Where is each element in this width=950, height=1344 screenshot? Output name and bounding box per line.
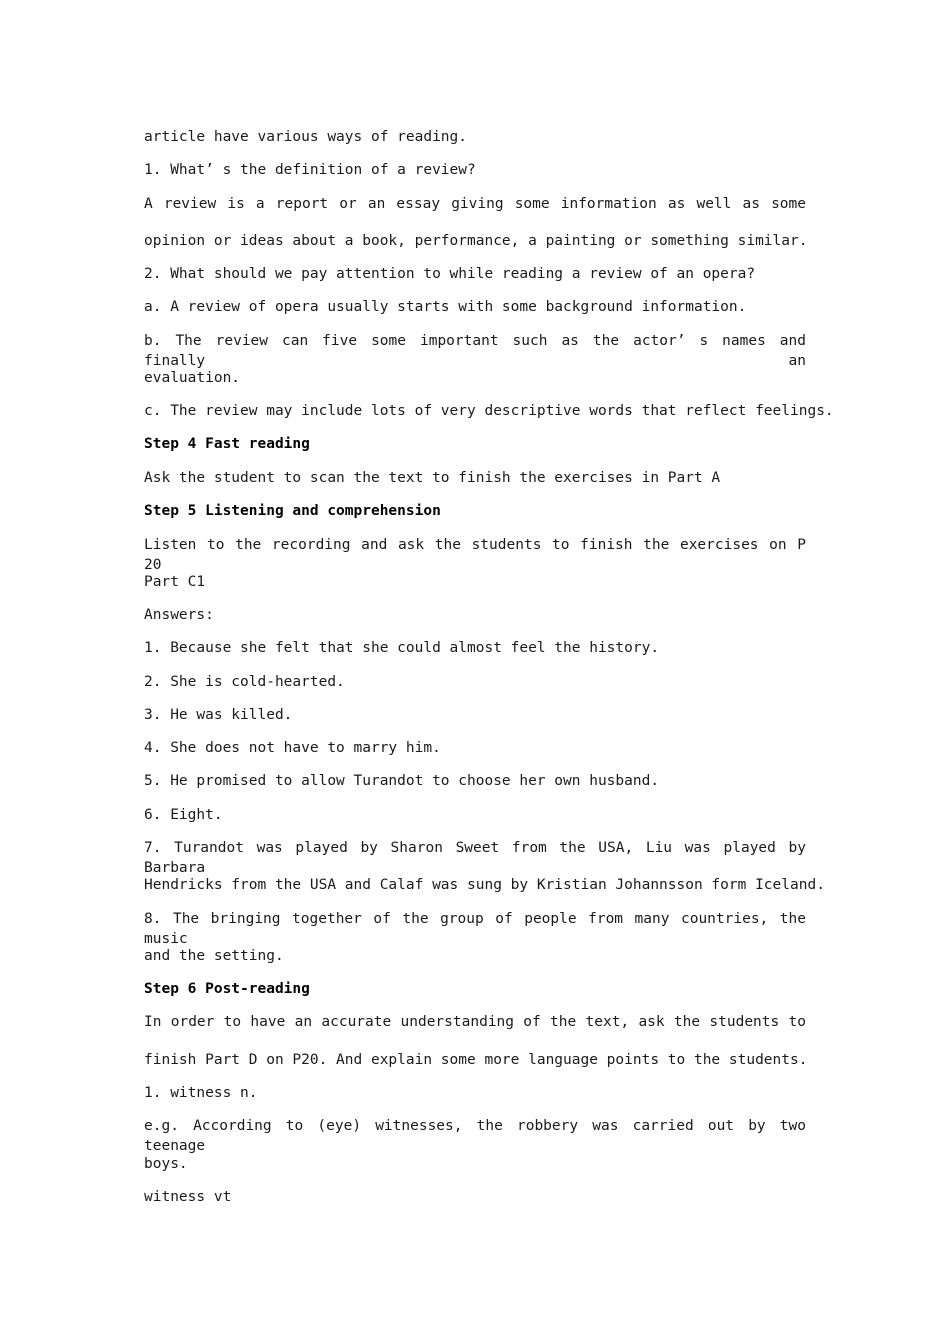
body-text: Listen to the recording and ask the students to finish the exercises on P 20 [144, 537, 806, 573]
body-text: opinion or ideas about a book, performance, a painting or something similar. [144, 233, 808, 249]
body-text: In order to have an accurate understanding of the text, ask the students to [144, 1014, 806, 1030]
body-text: finish Part D on P20. And explain some more language points to the students. [144, 1052, 808, 1068]
answer-item: and the setting. [144, 948, 284, 964]
example-sentence: boys. [144, 1156, 188, 1172]
answers-label: Answers: [144, 607, 214, 623]
answer-item: 3. He was killed. [144, 707, 293, 723]
body-text: article have various ways of reading. [144, 129, 468, 145]
answer-item: 6. Eight. [144, 807, 223, 823]
answer-item: 5. He promised to allow Turandot to choose her own husband. [144, 773, 660, 789]
body-text: evaluation. [144, 370, 241, 386]
answer-item: 7. Turandot was played by Sharon Sweet from the USA, Liu was played by Barbara [144, 840, 806, 876]
answer-item: 8. The bringing together of the group of people from many countries, the music [144, 911, 806, 947]
section-heading: Step 4 Fast reading [144, 436, 310, 452]
answer-item: 4. She does not have to marry him. [144, 740, 441, 756]
answer-item: 2. She is cold-hearted. [144, 674, 345, 690]
question-line: 2. What should we pay attention to while reading a review of an opera? [144, 266, 756, 282]
section-heading: Step 6 Post-reading [144, 981, 310, 997]
list-item: a. A review of opera usually starts with some background information. [144, 299, 747, 315]
question-line: 1. What’ s the definition of a review? [144, 162, 476, 178]
section-heading: Step 5 Listening and comprehension [144, 503, 441, 519]
list-item: c. The review may include lots of very descriptive words that reflect feelings. [144, 403, 834, 419]
body-text: A review is a report or an essay giving some information as well as some [144, 196, 806, 212]
answer-item: 1. Because she felt that she could almost feel the history. [144, 640, 660, 656]
answer-item: Hendricks from the USA and Calaf was sung by Kristian Johannsson form Iceland. [144, 877, 825, 893]
example-sentence: e.g. According to (eye) witnesses, the robbery was carried out by two teenage [144, 1118, 806, 1154]
body-text: Part C1 [144, 574, 206, 590]
list-item: b. The review can five some important such as the actor’ s names and finally an [144, 333, 806, 369]
vocab-item: witness vt [144, 1189, 232, 1205]
vocab-item: 1. witness n. [144, 1085, 258, 1101]
body-text: Ask the student to scan the text to finish the exercises in Part A [144, 470, 721, 486]
